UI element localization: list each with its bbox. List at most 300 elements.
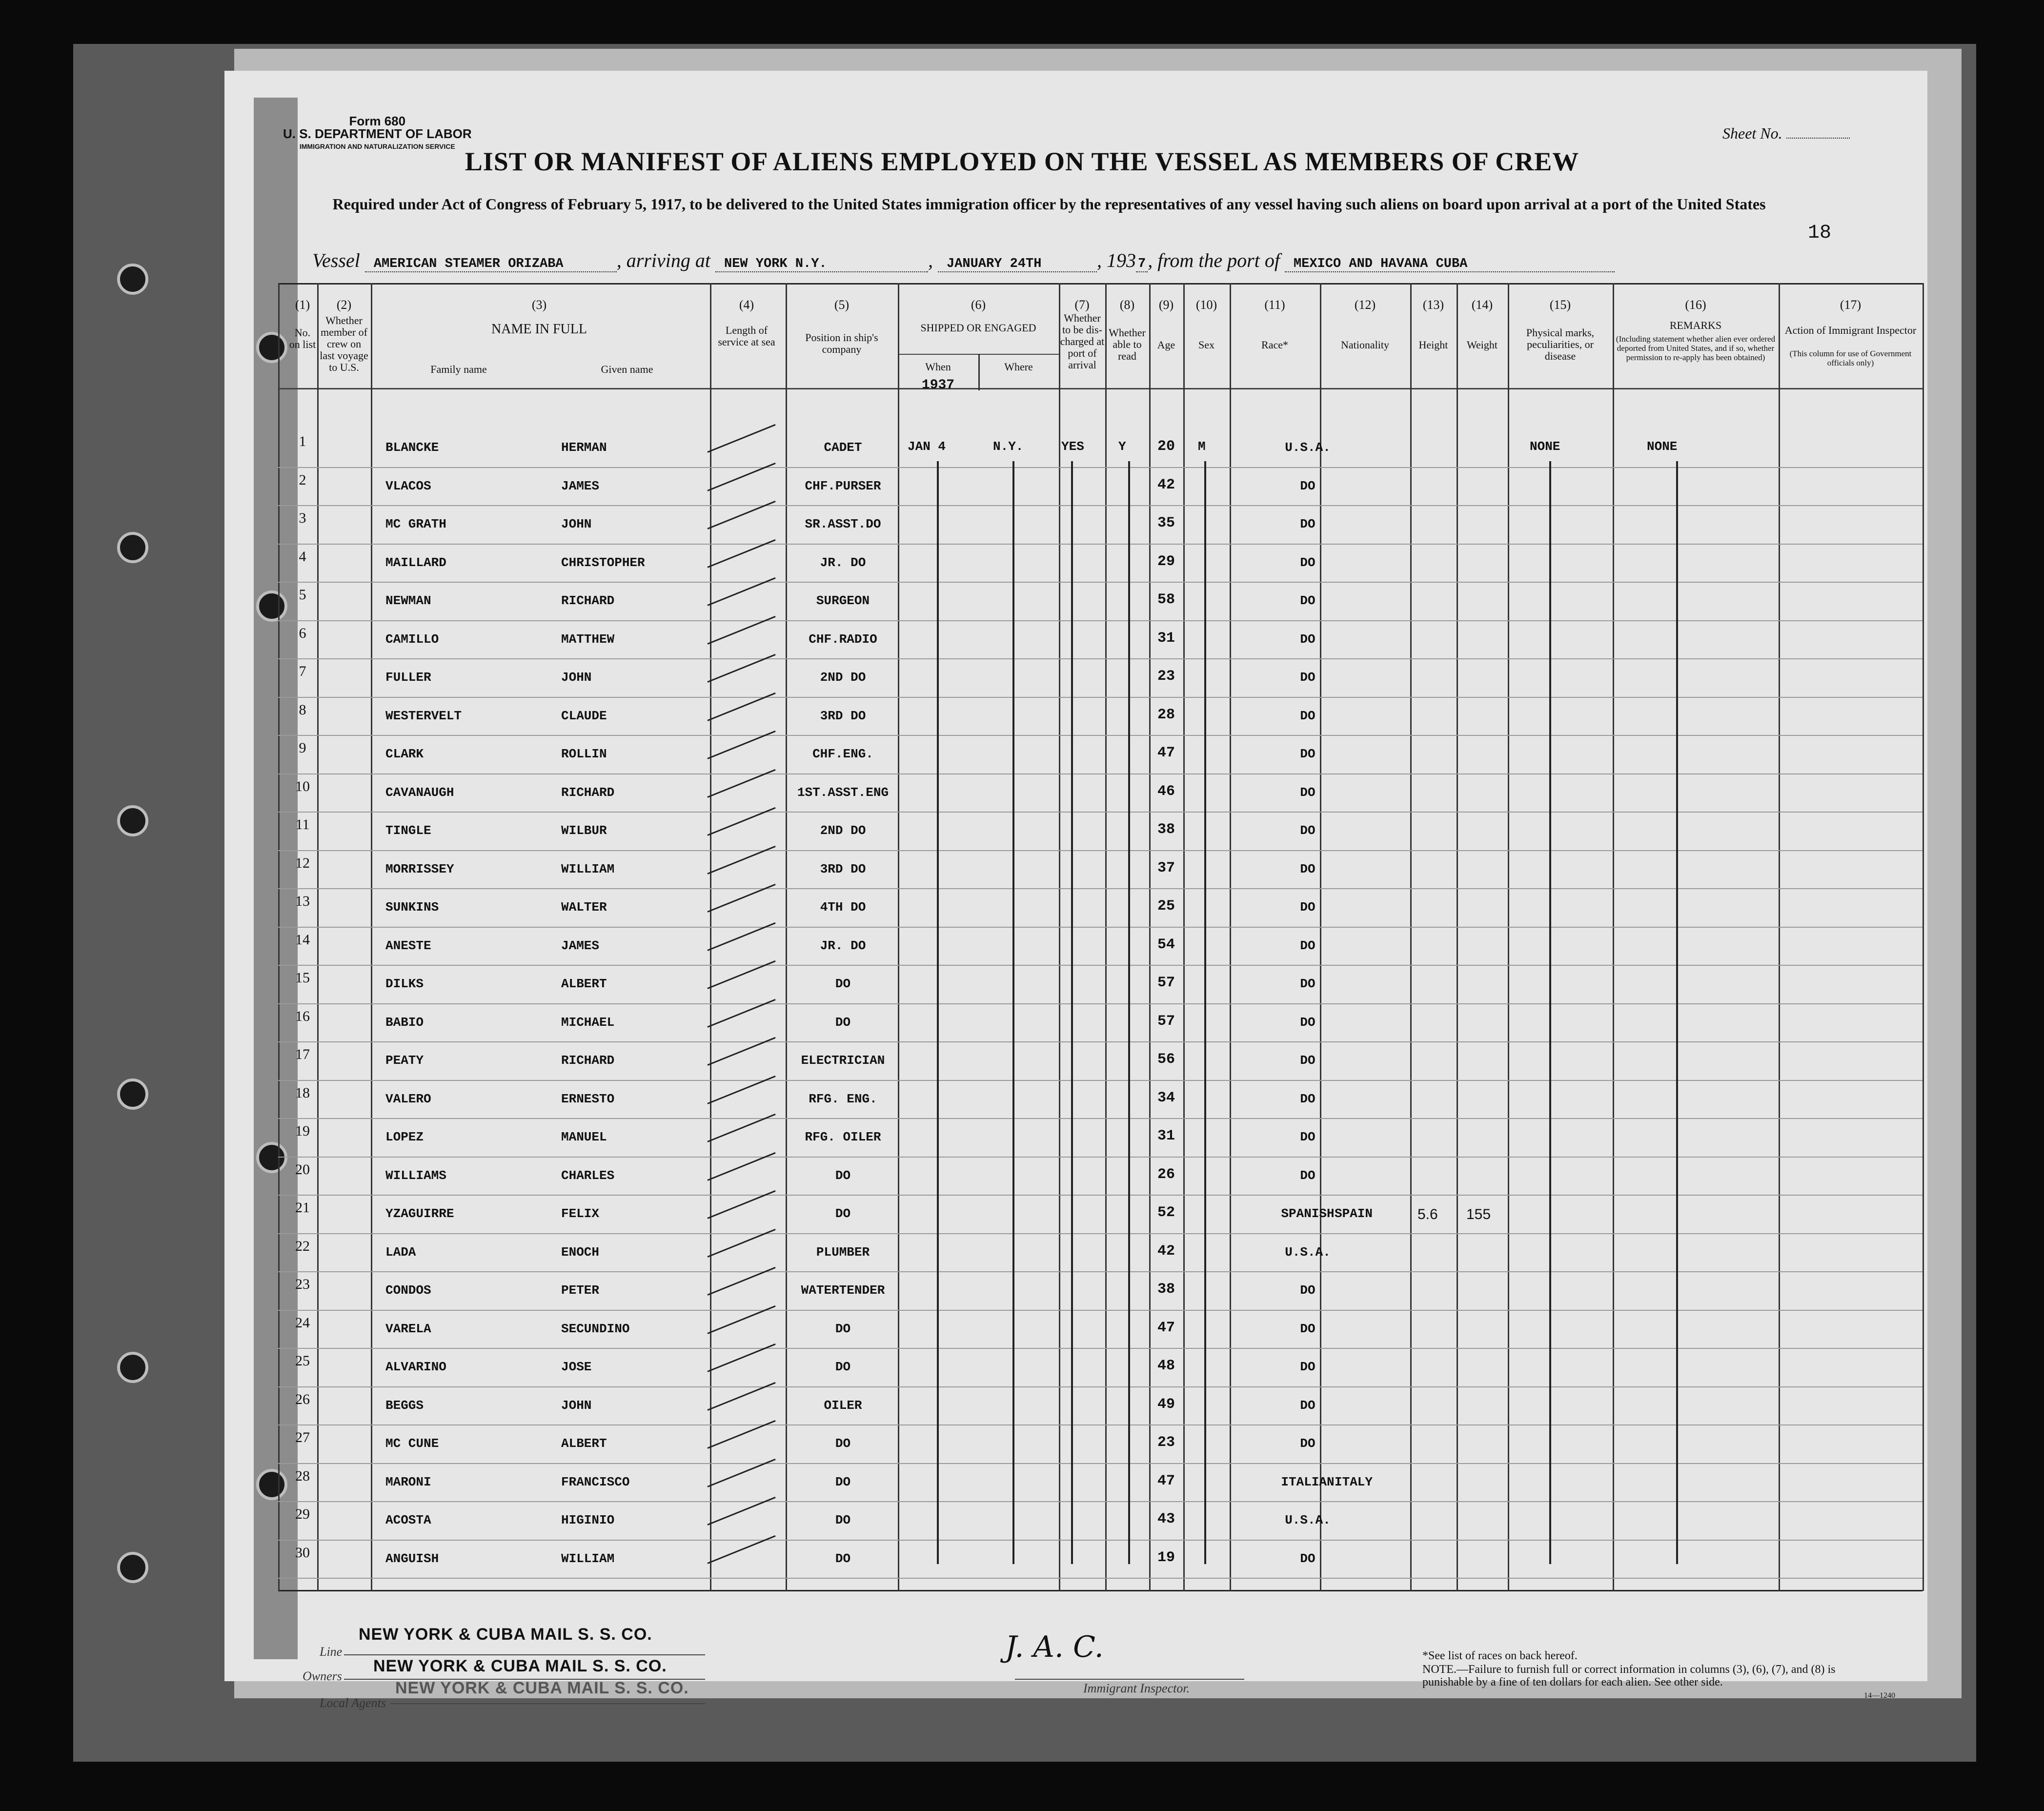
column-number: (11) <box>1264 298 1285 312</box>
race-cell: DO <box>1300 1015 1315 1030</box>
binder-hole <box>117 264 148 295</box>
column-number: (9) <box>1158 298 1174 312</box>
column-rule <box>786 283 787 1591</box>
position-cell: JR. DO <box>820 938 866 953</box>
family-name-cell: SUNKINS <box>385 900 439 915</box>
row-rule <box>278 1578 1923 1579</box>
row-number: 8 <box>299 701 306 718</box>
given-name-cell: ALBERT <box>561 1436 607 1451</box>
race-cell: DO <box>1300 670 1315 685</box>
arriving-port: NEW YORK N.Y. <box>715 257 928 272</box>
arrival-year: 193 <box>1107 249 1136 271</box>
age-cell: 38 <box>1157 1281 1175 1298</box>
family-name-cell: LADA <box>385 1244 416 1260</box>
header-remarks-note: (Including statement whether alien ever ordered deported from United States, and if so, whether permission to re-apply has been obtained) <box>1616 334 1776 362</box>
race-cell: DO <box>1300 1398 1315 1413</box>
position-cell: SURGEON <box>816 593 870 608</box>
age-cell: 37 <box>1157 859 1175 876</box>
header-position: Position in ship's company <box>805 331 878 355</box>
column-rule <box>1105 283 1107 1591</box>
physical-marks-value: NONE <box>1530 439 1560 454</box>
vessel-label: Vessel <box>312 249 360 271</box>
position-cell: 3RD DO <box>820 861 866 876</box>
from-port: MEXICO AND HAVANA CUBA <box>1285 257 1615 272</box>
age-cell: 23 <box>1157 1434 1175 1451</box>
family-name-cell: MAILLARD <box>385 555 446 570</box>
age-cell: 49 <box>1157 1396 1175 1413</box>
family-name-cell: BLANCKE <box>385 440 439 455</box>
form-service: IMMIGRATION AND NATURALIZATION SERVICE <box>299 142 455 150</box>
header-member-of-crew: Whether member of crew on last voyage to U.S. <box>320 314 368 373</box>
position-cell: DO <box>835 1015 851 1030</box>
race-cell: DO <box>1300 555 1315 570</box>
vessel-name: AMERICAN STEAMER ORIZABA <box>365 257 617 272</box>
age-cell: 57 <box>1157 975 1175 991</box>
shipped-year: 1937 <box>921 378 955 393</box>
row-number: 10 <box>295 778 310 794</box>
row-number: 30 <box>295 1544 310 1561</box>
given-name-cell: ENOCH <box>561 1244 600 1260</box>
age-cell: 38 <box>1157 821 1175 838</box>
row-number: 11 <box>295 816 310 833</box>
column-rule <box>1230 283 1231 1591</box>
family-name-cell: VLACOS <box>385 478 431 493</box>
column-number: (10) <box>1195 298 1217 312</box>
column-rule <box>898 283 899 1591</box>
position-cell: 2ND DO <box>820 823 866 838</box>
age-cell: 31 <box>1157 630 1175 647</box>
age-cell: 47 <box>1157 1472 1175 1489</box>
row-number: 7 <box>299 663 306 679</box>
header-sex: Sex <box>1198 339 1214 351</box>
position-cell: WATERTENDER <box>801 1283 885 1298</box>
row-number: 25 <box>295 1353 310 1369</box>
given-name-cell: CLAUDE <box>561 708 607 723</box>
given-name-cell: HIGINIO <box>561 1513 615 1527</box>
header-where: Where <box>1004 361 1033 373</box>
column-number: (14) <box>1471 298 1493 312</box>
position-cell: ELECTRICIAN <box>801 1053 885 1068</box>
age-cell: 46 <box>1157 783 1175 800</box>
row-number: 26 <box>295 1391 310 1407</box>
row-number: 27 <box>295 1429 310 1445</box>
row-number: 24 <box>295 1314 310 1331</box>
column-number: (15) <box>1549 298 1571 312</box>
agents-label: Local Agents <box>320 1696 386 1710</box>
header-bottom-rule <box>278 388 1923 389</box>
ditto-line <box>1128 461 1130 1564</box>
row-number: 9 <box>299 740 306 756</box>
race-cell: DO <box>1300 747 1315 761</box>
column-rule <box>1779 283 1780 1591</box>
row-number: 5 <box>299 587 306 603</box>
binder-hole <box>117 1078 148 1110</box>
arrival-date: JANUARY 24TH <box>938 257 1097 272</box>
form-department: U. S. DEPARTMENT OF LABOR <box>283 126 472 141</box>
row-number: 21 <box>295 1200 310 1216</box>
header-height: Height <box>1418 339 1448 351</box>
binder-hole <box>256 1469 287 1500</box>
inspector-signature: J. A. C. <box>1005 1630 1104 1664</box>
age-cell: 47 <box>1157 1319 1175 1336</box>
given-name-cell: JAMES <box>561 938 600 953</box>
position-cell: DO <box>835 1206 851 1221</box>
position-cell: DO <box>835 1474 851 1489</box>
age-cell: 29 <box>1157 553 1175 570</box>
given-name-cell: FRANCISCO <box>561 1474 630 1489</box>
race-cell: DO <box>1300 517 1315 531</box>
row-number: 2 <box>299 471 306 488</box>
given-name-cell: ALBERT <box>561 977 607 991</box>
given-name-cell: SECUNDINO <box>561 1321 630 1336</box>
header-race: Race* <box>1261 339 1288 351</box>
given-name-cell: PETER <box>561 1283 600 1298</box>
nationality-cell: SPAIN <box>1335 1206 1373 1221</box>
line-value: NEW YORK & CUBA MAIL S. S. CO. <box>359 1625 652 1644</box>
race-cell: DO <box>1300 1551 1315 1566</box>
column-number: (12) <box>1354 298 1376 312</box>
age-cell: 58 <box>1157 591 1175 608</box>
position-cell: DO <box>835 977 851 991</box>
given-name-cell: RICHARD <box>561 1053 615 1068</box>
age-cell: 31 <box>1157 1128 1175 1144</box>
row-number: 1 <box>299 433 306 449</box>
race-cell: U.S.A. <box>1285 1244 1331 1260</box>
given-name-cell: JOHN <box>561 1398 592 1413</box>
race-cell: DO <box>1300 1321 1315 1336</box>
race-cell: DO <box>1300 900 1315 915</box>
able-to-read-value: Y <box>1118 439 1126 454</box>
age-cell: 42 <box>1157 1242 1175 1260</box>
header-no-on-list: No. on list <box>289 326 316 350</box>
sheet-number <box>1722 124 1850 142</box>
header-physical-marks: Physical marks, peculiarities, or disease <box>1526 326 1595 362</box>
position-cell: DO <box>835 1360 851 1374</box>
column-rule <box>1183 283 1185 1591</box>
shipped-when: JAN 4 <box>908 439 946 454</box>
form-code: 14—1240 <box>1864 1691 1895 1700</box>
column-rule <box>1457 283 1458 1591</box>
header-action-note: (This column for use of Government officials only) <box>1789 349 1912 367</box>
binder-hole <box>256 332 287 363</box>
ditto-line <box>1549 461 1551 1564</box>
age-cell: 26 <box>1157 1166 1175 1183</box>
races-note: *See list of races on back hereof. <box>1422 1649 1578 1662</box>
discharged-value: YES <box>1061 439 1084 454</box>
family-name-cell: MC CUNE <box>385 1436 439 1451</box>
row-number: 20 <box>295 1161 310 1178</box>
position-cell: DO <box>835 1551 851 1566</box>
family-name-cell: BABIO <box>385 1015 424 1030</box>
family-name-cell: CAMILLO <box>385 631 439 647</box>
position-cell: RFG. ENG. <box>809 1091 877 1106</box>
row-number: 4 <box>299 548 306 565</box>
given-name-cell: MANUEL <box>561 1130 607 1144</box>
position-cell: CHF.RADIO <box>809 631 877 647</box>
position-cell: 3RD DO <box>820 708 866 723</box>
age-cell: 47 <box>1157 745 1175 761</box>
binder-hole <box>117 805 148 836</box>
row-number: 13 <box>295 893 310 909</box>
age-cell: 57 <box>1157 1013 1175 1030</box>
column-rule <box>317 283 319 1591</box>
column-rule <box>278 283 280 1591</box>
column-rule <box>371 283 372 1591</box>
manifest-title: LIST OR MANIFEST OF ALIENS EMPLOYED ON THE VESSEL AS MEMBERS OF CREW <box>465 147 1579 176</box>
position-cell: 2ND DO <box>820 670 866 685</box>
row-number: 23 <box>295 1276 310 1292</box>
family-name-cell: TINGLE <box>385 823 431 838</box>
position-cell: CHF.ENG. <box>812 747 873 761</box>
column-number: (3) <box>531 298 547 312</box>
row-number: 22 <box>295 1238 310 1254</box>
given-name-cell: WILBUR <box>561 823 607 838</box>
arrival-year-digit: 7 <box>1136 257 1148 272</box>
given-name-cell: RICHARD <box>561 785 615 800</box>
column-number: (1) <box>295 298 310 312</box>
column-number: (4) <box>739 298 754 312</box>
race-cell: DO <box>1300 977 1315 991</box>
family-name-cell: VARELA <box>385 1321 431 1336</box>
row-number: 17 <box>295 1046 310 1062</box>
arriving-label: , arriving at <box>616 249 710 271</box>
binder-hole <box>256 1142 287 1173</box>
family-name-cell: BEGGS <box>385 1398 424 1413</box>
column-number: (2) <box>336 298 352 312</box>
given-name-cell: CHARLES <box>561 1168 615 1183</box>
given-name-cell: RICHARD <box>561 593 615 608</box>
column-number: (7) <box>1074 298 1090 312</box>
row-number: 29 <box>295 1506 310 1522</box>
column-rule <box>1613 283 1614 1591</box>
age-cell: 48 <box>1157 1358 1175 1374</box>
age-cell: 35 <box>1157 515 1175 531</box>
family-name-cell: WILLIAMS <box>385 1168 446 1183</box>
family-name-cell: ACOSTA <box>385 1513 431 1527</box>
age-cell: 42 <box>1157 476 1175 493</box>
family-name-cell: CAVANAUGH <box>385 785 454 800</box>
header-length-of-service: Length of service at sea <box>718 324 775 348</box>
given-name-cell: WALTER <box>561 900 607 915</box>
given-name-cell: WILLIAM <box>561 1551 615 1566</box>
given-name-cell: ERNESTO <box>561 1091 615 1106</box>
given-name-cell: JAMES <box>561 478 600 493</box>
race-cell: ITALIAN <box>1281 1474 1335 1489</box>
family-name-cell: CONDOS <box>385 1283 431 1298</box>
nationality-cell: ITALY <box>1335 1474 1373 1489</box>
ditto-line <box>1071 461 1073 1564</box>
row-number: 18 <box>295 1084 310 1101</box>
family-name-cell: CLARK <box>385 747 424 761</box>
family-name-cell: NEWMAN <box>385 593 431 608</box>
column-number: (5) <box>834 298 850 312</box>
position-cell: 4TH DO <box>820 900 866 915</box>
table-top-rule <box>278 283 1923 285</box>
header-weight: Weight <box>1467 339 1498 351</box>
header-nationality: Nationality <box>1341 339 1389 351</box>
given-name-cell: MICHAEL <box>561 1015 615 1030</box>
race-cell: DO <box>1300 1053 1315 1068</box>
manifest-subtitle: Required under Act of Congress of February 5, 1917, to be delivered to the United States immigration officer by the representatives of any vessel having such aliens on board upon arrival at a port of the United States <box>332 195 1766 213</box>
agents-value: NEW YORK & CUBA MAIL S. S. CO. <box>395 1679 689 1697</box>
age-cell: 25 <box>1157 898 1175 915</box>
family-name-cell: PEATY <box>385 1053 424 1068</box>
race-cell: SPANISH <box>1281 1206 1335 1221</box>
column-number: (6) <box>971 298 986 312</box>
given-name-cell: FELIX <box>561 1206 600 1221</box>
race-cell: DO <box>1300 823 1315 838</box>
handwritten-number: 18 <box>1808 222 1832 244</box>
given-name-cell: WILLIAM <box>561 861 615 876</box>
header-remarks: REMARKS <box>1669 319 1722 331</box>
position-cell: SR.ASST.DO <box>805 517 881 531</box>
header-action: Action of Immigrant Inspector <box>1784 324 1917 336</box>
sheet-number-blank <box>1786 138 1850 139</box>
position-cell: PLUMBER <box>816 1244 870 1260</box>
race-cell: DO <box>1300 1130 1315 1144</box>
shipped-where: N.Y. <box>993 439 1024 454</box>
row-number: 6 <box>299 625 306 641</box>
inspector-label: Immigrant Inspector. <box>1083 1681 1190 1695</box>
race-cell: DO <box>1300 708 1315 723</box>
binder-hole <box>117 1352 148 1383</box>
position-cell: RFG. OILER <box>805 1130 881 1144</box>
age-cell: 20 <box>1157 438 1175 455</box>
race-cell: DO <box>1300 1436 1315 1451</box>
family-name-cell: ALVARINO <box>385 1360 446 1374</box>
vessel-line: Vessel AMERICAN STEAMER ORIZABA , arriving at NEW YORK N.Y. , JANUARY 24TH , 193 7 , from the port of MEXICO AND HAVANA CUBA <box>312 249 1615 272</box>
ditto-line <box>1204 461 1206 1564</box>
given-name-cell: JOHN <box>561 517 592 531</box>
age-cell: 23 <box>1157 668 1175 685</box>
sex-value: M <box>1198 439 1206 454</box>
header-name-in-full: NAME IN FULL <box>491 322 587 337</box>
position-cell: CADET <box>824 440 862 455</box>
age-cell: 28 <box>1157 706 1175 723</box>
family-name-cell: MARONI <box>385 1474 431 1489</box>
row-number: 12 <box>295 855 310 871</box>
family-name-cell: FULLER <box>385 670 431 685</box>
column-rule <box>1059 283 1060 1591</box>
position-cell: 1ST.ASST.ENG <box>797 785 889 800</box>
agents-rule <box>390 1703 705 1704</box>
ditto-line <box>1012 461 1014 1564</box>
height-cell: 5.6 <box>1417 1206 1438 1222</box>
ditto-line <box>1676 461 1678 1564</box>
position-cell: OILER <box>824 1398 862 1413</box>
header-shipped-engaged: SHIPPED OR ENGAGED <box>920 322 1036 334</box>
sheet-number-label: Sheet No. <box>1722 124 1782 142</box>
race-cell: DO <box>1300 938 1315 953</box>
row-number: 19 <box>295 1123 310 1139</box>
binder-hole <box>117 532 148 563</box>
given-name-cell: JOHN <box>561 670 592 685</box>
race-cell: DO <box>1300 785 1315 800</box>
header-able-to-read: Whether able to read <box>1109 326 1146 362</box>
header-age: Age <box>1157 339 1175 351</box>
header-given-name: Given name <box>601 363 653 375</box>
from-port-label: , from the port of <box>1148 249 1280 271</box>
binder-hole <box>117 1552 148 1583</box>
inspector-rule <box>1015 1679 1244 1680</box>
given-name-cell: JOSE <box>561 1360 592 1374</box>
race-cell: DO <box>1300 593 1315 608</box>
form-number: Form 680 <box>349 114 406 128</box>
binder-hole <box>256 590 287 622</box>
family-name-cell: LOPEZ <box>385 1130 424 1144</box>
race-cell: DO <box>1300 631 1315 647</box>
table-bottom-rule <box>278 1590 1923 1591</box>
position-cell: JR. DO <box>820 555 866 570</box>
position-cell: DO <box>835 1168 851 1183</box>
row-number: 16 <box>295 1008 310 1024</box>
column-number: (16) <box>1685 298 1706 312</box>
given-name-cell: ROLLIN <box>561 747 607 761</box>
column-rule <box>1923 283 1924 1591</box>
race-cell: DO <box>1300 1168 1315 1183</box>
header-when: When <box>925 361 951 373</box>
race-cell: U.S.A. <box>1285 440 1331 455</box>
row-number: 15 <box>295 970 310 986</box>
race-cell: DO <box>1300 1283 1315 1298</box>
position-cell: DO <box>835 1513 851 1527</box>
age-cell: 19 <box>1157 1549 1175 1566</box>
family-name-cell: WESTERVELT <box>385 708 462 723</box>
race-cell: U.S.A. <box>1285 1513 1331 1527</box>
header-family-name: Family name <box>430 363 487 375</box>
given-name-cell: HERMAN <box>561 440 607 455</box>
column-rule <box>1508 283 1509 1591</box>
position-cell: CHF.PURSER <box>805 478 881 493</box>
family-name-cell: ANESTE <box>385 938 431 953</box>
column-number: (17) <box>1840 298 1862 312</box>
row-number: 3 <box>299 510 306 526</box>
header-discharged: Whether to be dis-charged at port of arrival <box>1060 312 1105 371</box>
owners-value: NEW YORK & CUBA MAIL S. S. CO. <box>373 1657 667 1675</box>
age-cell: 52 <box>1157 1204 1175 1221</box>
position-cell: DO <box>835 1436 851 1451</box>
penalty-note: NOTE.—Failure to furnish full or correct information in columns (3), (6), (7), and (8) is punishable by a fine of ten dollars for each alien. See other side. <box>1422 1663 1836 1689</box>
weight-cell: 155 <box>1466 1206 1491 1222</box>
row-number: 28 <box>295 1467 310 1484</box>
line-rule <box>344 1654 705 1655</box>
family-name-cell: ANGUISH <box>385 1551 439 1566</box>
column-number: (8) <box>1119 298 1135 312</box>
family-name-cell: MORRISSEY <box>385 861 454 876</box>
ditto-line <box>937 461 939 1564</box>
family-name-cell: MC GRATH <box>385 517 446 531</box>
age-cell: 56 <box>1157 1051 1175 1068</box>
family-name-cell: DILKS <box>385 977 424 991</box>
age-cell: 43 <box>1157 1511 1175 1527</box>
owners-label: Owners <box>303 1669 342 1683</box>
column-number: (13) <box>1422 298 1444 312</box>
row-number: 14 <box>295 931 310 948</box>
remarks-value: NONE <box>1647 439 1678 454</box>
position-cell: DO <box>835 1321 851 1336</box>
age-cell: 34 <box>1157 1089 1175 1106</box>
race-cell: DO <box>1300 478 1315 493</box>
column-rule <box>1410 283 1412 1591</box>
line-label: Line <box>320 1645 343 1659</box>
race-cell: DO <box>1300 1091 1315 1106</box>
given-name-cell: MATTHEW <box>561 631 615 647</box>
race-cell: DO <box>1300 861 1315 876</box>
family-name-cell: YZAGUIRRE <box>385 1206 454 1221</box>
family-name-cell: VALERO <box>385 1091 431 1106</box>
given-name-cell: CHRISTOPHER <box>561 555 645 570</box>
column-rule <box>710 283 711 1591</box>
